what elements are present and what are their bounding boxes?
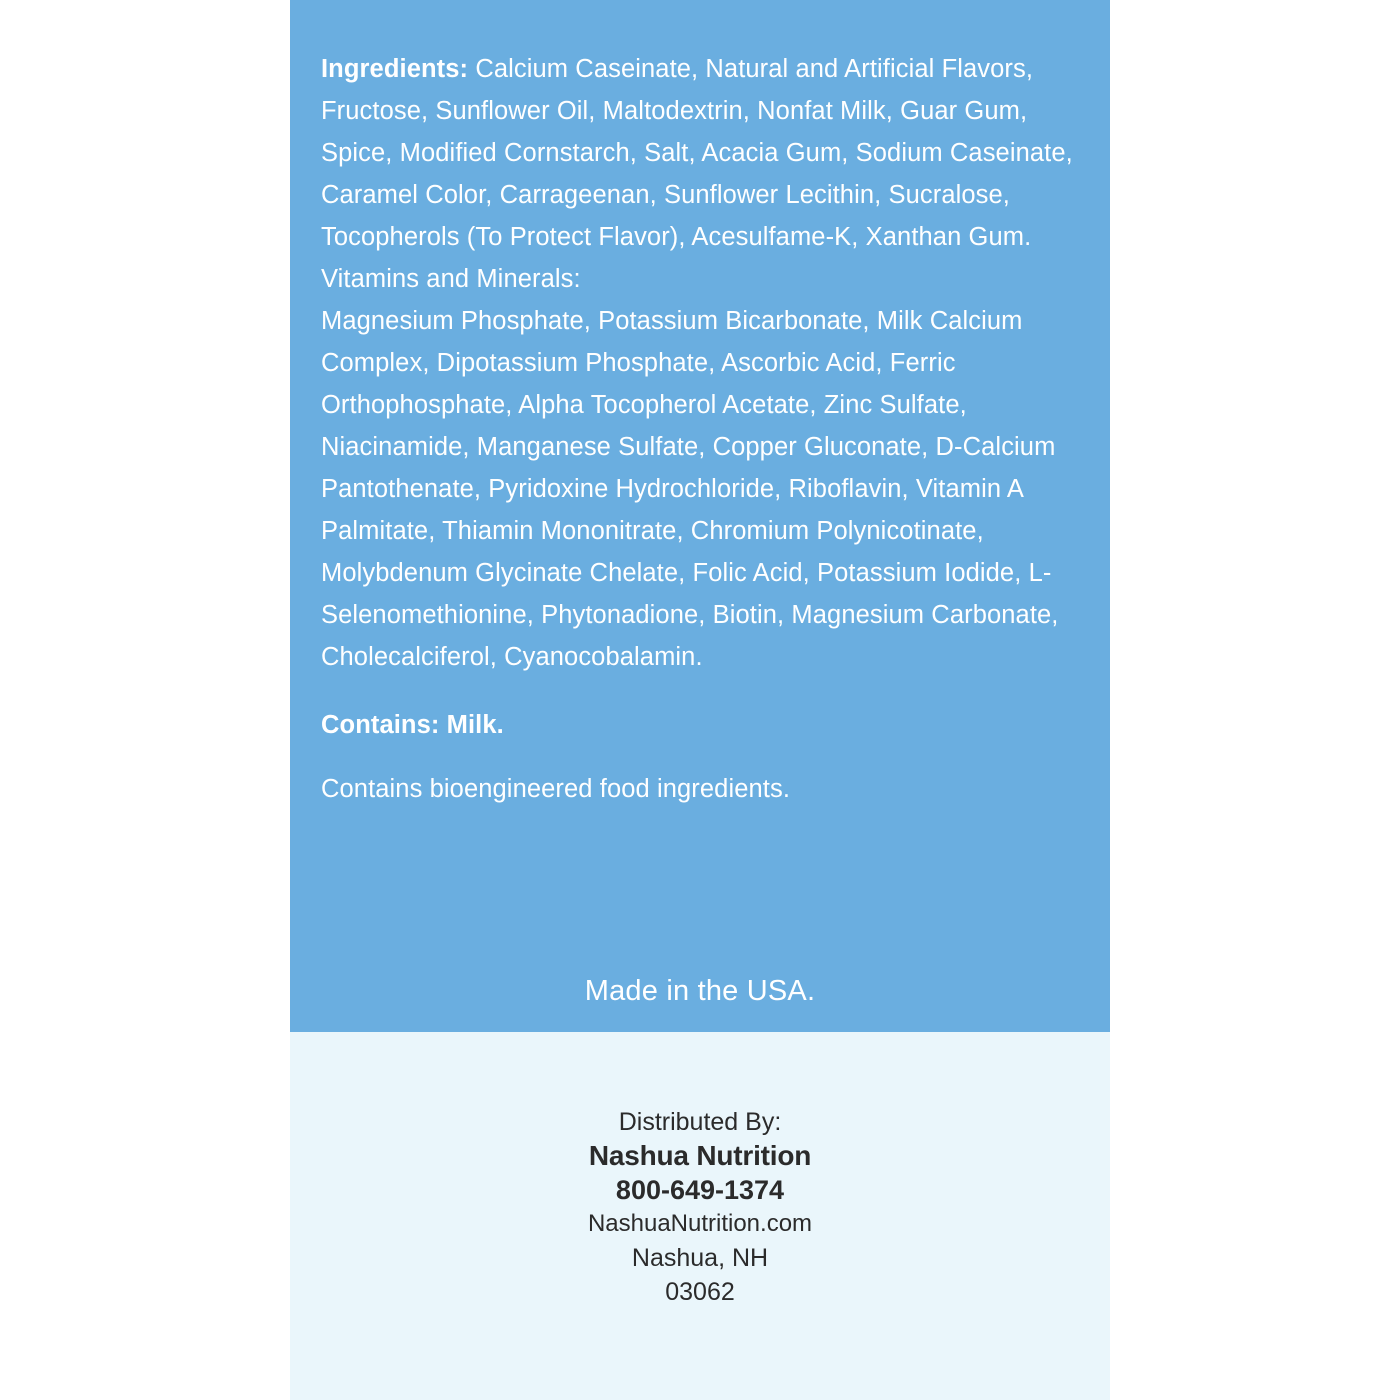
distributor-block bbox=[290, 1105, 1110, 1309]
distributor-name: Nashua Nutrition bbox=[588, 1140, 812, 1171]
ingredients-heading: Ingredients: bbox=[321, 55, 469, 83]
vitamins-list: Magnesium Phosphate, Potassium Bicarbonate, Milk Calcium Complex, Dipotassium Phosphate, Ascorbic Acid, Ferric Orthophosphate, Alpha Tocopherol Acetate, Zinc Sulfate, Niacinamide, Manganese Sulfate, Copper Gluconate, D-Calcium Pantothenate, Pyridoxine Hydrochloride, Riboflavin, Vitamin A Palmitate, Thiamin Mononitrate, Chromium Polynicotinate, Molybdenum Glycinate Chelate, Folic Acid, Potassium Iodide, L-Selenomethionine, Phytonadione, Biotin, Magnesium Carbonate, Cholecalciferol, Cyanocobalamin. bbox=[321, 307, 1059, 671]
product-label-panel bbox=[290, 0, 1110, 1400]
distributor-website: NashuaNutrition.com bbox=[587, 1210, 813, 1237]
allergen-statement: Contains: Milk. bbox=[321, 711, 504, 739]
distributor-phone: 800-649-1374 bbox=[615, 1175, 785, 1205]
distributor-city-state: Nashua, NH bbox=[631, 1244, 769, 1272]
bioengineered-statement: Contains bioengineered food ingredients. bbox=[321, 775, 791, 803]
ingredients-block bbox=[321, 48, 1089, 810]
distributor-label: Distributed By: bbox=[618, 1108, 782, 1136]
vitamins-heading: Vitamins and Minerals: bbox=[321, 265, 581, 293]
made-in-usa-text: Made in the USA. bbox=[584, 975, 816, 1007]
ingredients-main-paragraph bbox=[321, 48, 1089, 258]
distributor-zip: 03062 bbox=[665, 1278, 735, 1306]
ingredients-main-list: Calcium Caseinate, Natural and Artificial Flavors, Fructose, Sunflower Oil, Maltodextrin, Nonfat Milk, Guar Gum, Spice, Modified Cornstarch, Salt, Acacia Gum, Sodium Caseinate, Caramel Color, Carrageenan, Sunflower Lecithin, Sucralose, Tocopherols (To Protect Flavor), Acesulfame-K, Xanthan Gum. bbox=[321, 55, 1073, 251]
